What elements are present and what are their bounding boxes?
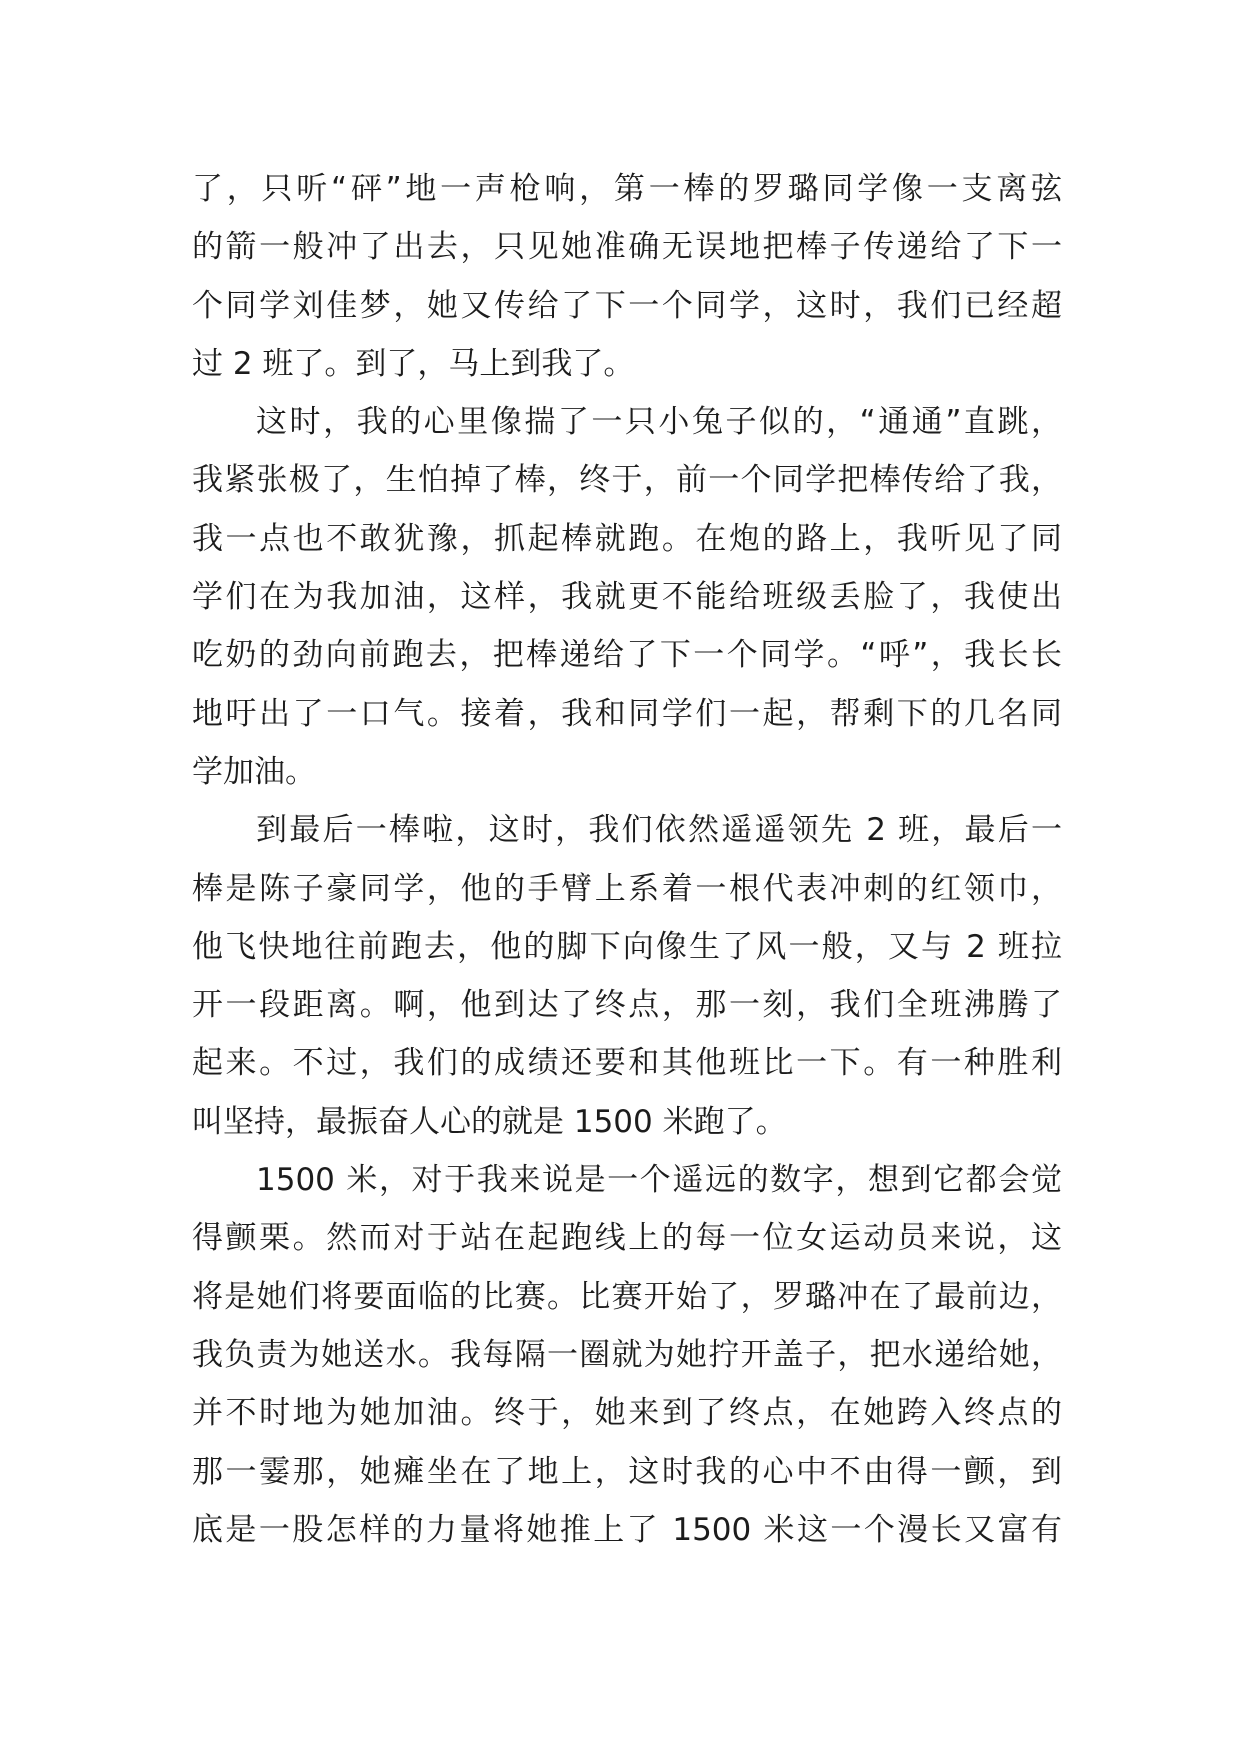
paragraph-line: 他飞快地往前跑去，他的脚下向像生了风一般，又与 2 班拉 [192, 928, 1062, 965]
paragraph-line: 学加油。 [192, 753, 316, 790]
paragraph-line: 我紧张极了，生怕掉了棒，终于，前一个同学把棒传给了我， [192, 462, 1062, 499]
paragraph-line: 了，只听“砰”地一声枪响，第一棒的罗璐同学像一支离弦 [192, 171, 1062, 207]
paragraph-line: 得颤栗。然而对于站在起跑线上的每一位女运动员来说，这 [192, 1220, 1062, 1257]
paragraph-line: 地吁出了一口气。接着，我和同学们一起，帮剩下的几名同 [192, 695, 1062, 732]
paragraph-line: 1500 米，对于我来说是一个遥远的数字，想到它都会觉 [256, 1162, 1062, 1199]
paragraph-line: 过 2 班了。到了，马上到我了。 [192, 345, 635, 382]
paragraph-line: 个同学刘佳梦，她又传给了下一个同学，这时，我们已经超 [192, 287, 1062, 324]
paragraph-line: 叫坚持，最振奋人心的就是 1500 米跑了。 [192, 1103, 787, 1140]
paragraph-line: 起来。不过，我们的成绩还要和其他班比一下。有一种胜利 [192, 1045, 1062, 1082]
paragraph-line: 这时，我的心里像揣了一只小兔子似的，“通通”直跳， [256, 404, 1062, 441]
paragraph-line: 到最后一棒啦，这时，我们依然遥遥领先 2 班，最后一 [256, 812, 1062, 849]
paragraph-line: 吃奶的劲向前跑去，把棒递给了下一个同学。“呼”，我长长 [192, 637, 1062, 674]
paragraph-line: 那一霎那，她瘫坐在了地上，这时我的心中不由得一颤，到 [192, 1453, 1062, 1490]
paragraph-line: 并不时地为她加油。终于，她来到了终点，在她跨入终点的 [192, 1395, 1062, 1432]
paragraph-line: 开一段距离。啊，他到达了终点，那一刻，我们全班沸腾了 [192, 987, 1062, 1024]
paragraph-line: 我一点也不敢犹豫，抓起棒就跑。在炮的路上，我听见了同 [192, 520, 1062, 557]
paragraph-line: 的箭一般冲了出去，只见她准确无误地把棒子传递给了下一 [192, 229, 1062, 266]
essay-body [192, 160, 1062, 1559]
paragraph-line: 底是一股怎样的力量将她推上了 1500 米这一个漫长又富有 [192, 1511, 1062, 1548]
paragraph-line: 棒是陈子豪同学，他的手臂上系着一根代表冲刺的红领巾， [192, 870, 1062, 907]
paragraph-line: 我负责为她送水。我每隔一圈就为她拧开盖子，把水递给她， [192, 1336, 1062, 1373]
paragraph-line: 将是她们将要面临的比赛。比赛开始了，罗璐冲在了最前边， [192, 1278, 1062, 1315]
paragraph-line: 学们在为我加油，这样，我就更不能给班级丢脸了，我使出 [192, 579, 1062, 616]
